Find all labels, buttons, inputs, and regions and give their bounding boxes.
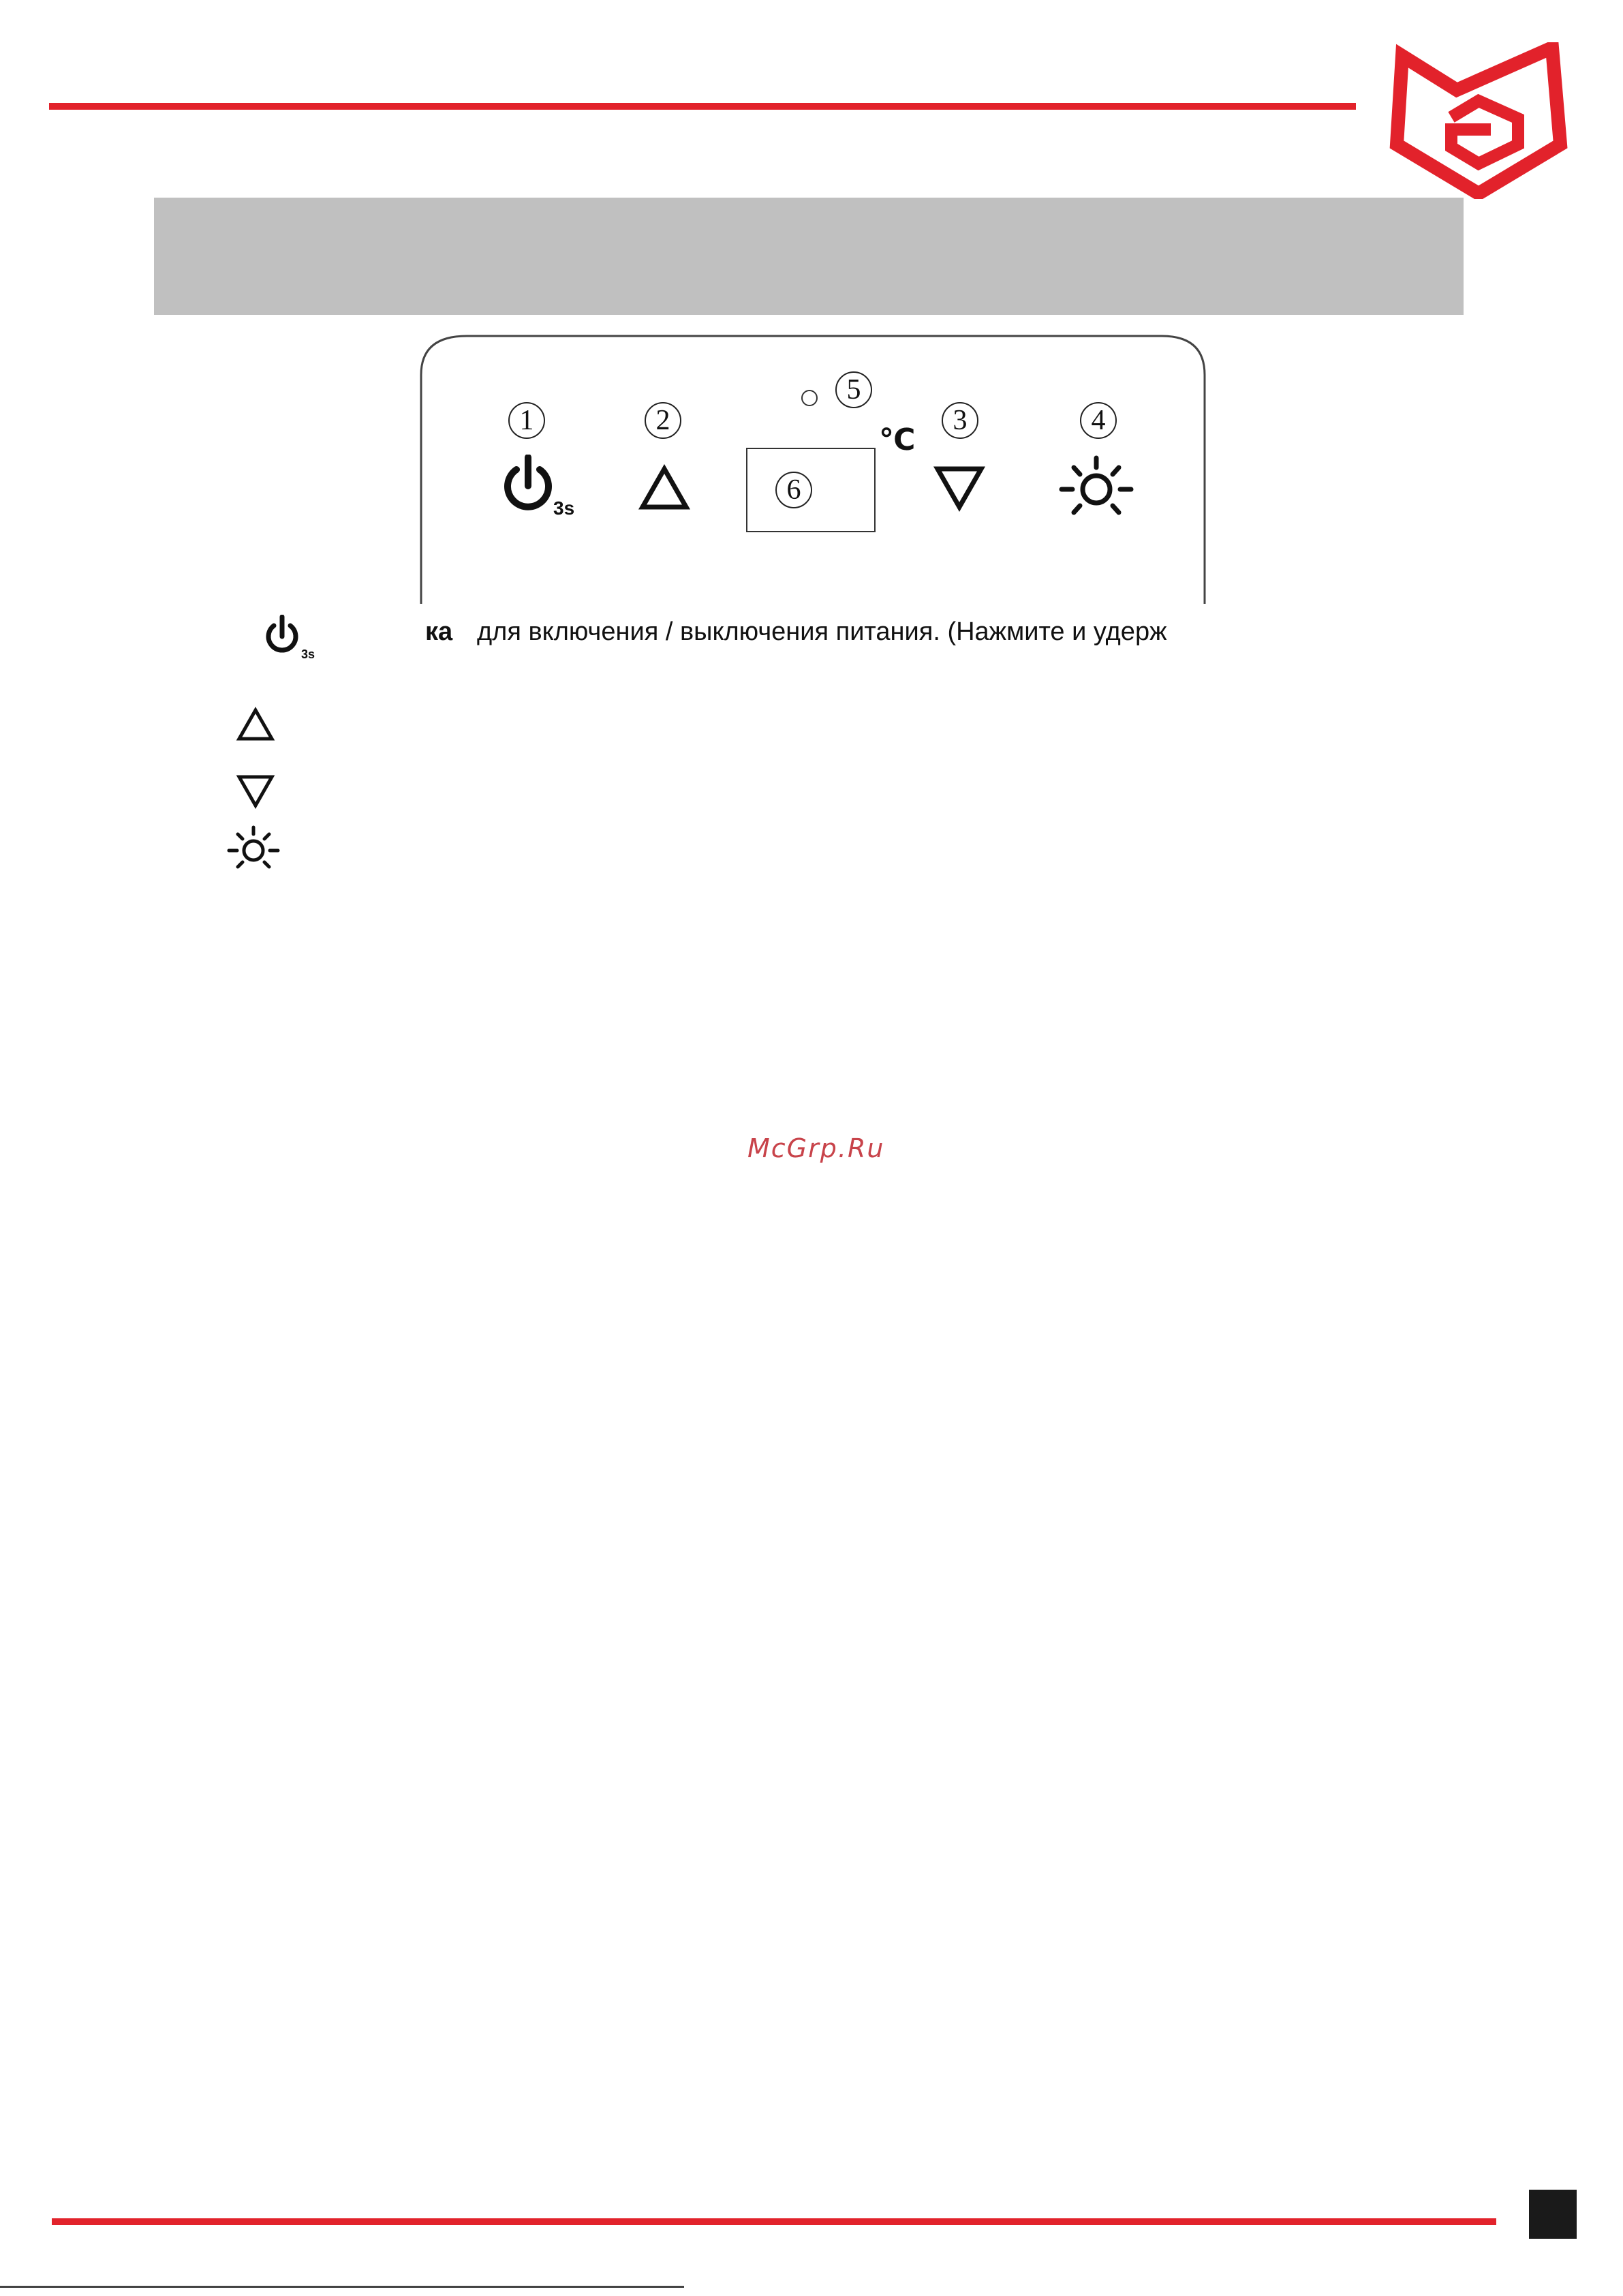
watermark-text: McGrp.Ru (747, 1133, 885, 1163)
legend-power-timer-label: 3s (301, 647, 315, 661)
celsius-unit-label: ℃ (879, 423, 916, 457)
legend-power-description: для включения / выключения питания. (Нажмите и удерж (477, 617, 1167, 646)
legend-light-icon (226, 825, 281, 872)
label-4: 4 (1079, 401, 1118, 440)
legend-down-icon (235, 773, 276, 810)
power-timer-label: 3s (553, 498, 575, 519)
brand-logo-icon (1389, 42, 1568, 199)
bottom-red-rule (52, 2218, 1496, 2225)
label-1: 1 (507, 401, 546, 440)
page-marker-square (1529, 2190, 1577, 2239)
legend-bold-fragment: ка (425, 617, 453, 646)
indicator-led-icon (800, 388, 819, 408)
temp-up-button-icon[interactable] (637, 463, 692, 512)
light-button-icon[interactable] (1056, 455, 1137, 521)
legend-up-icon (235, 706, 276, 743)
temp-down-button-icon[interactable] (932, 463, 987, 512)
footer-thin-rule (0, 2286, 684, 2288)
label-2: 2 (643, 401, 683, 440)
label-3: 3 (940, 401, 980, 440)
label-6: 6 (774, 470, 814, 510)
label-5: 5 (834, 370, 874, 410)
section-header-band (154, 198, 1464, 315)
top-red-rule (49, 103, 1356, 110)
